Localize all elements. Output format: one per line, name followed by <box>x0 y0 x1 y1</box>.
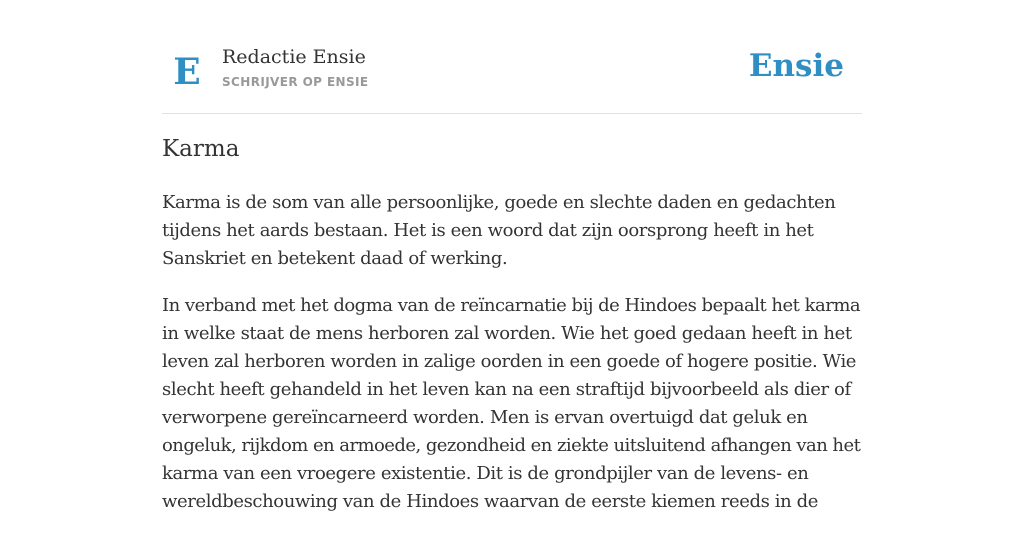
article-card <box>162 0 862 512</box>
brand-logo[interactable]: Ensie <box>748 48 844 84</box>
article-body <box>162 189 862 535</box>
paragraph-line: karma van een vroegere existentie. Dit is de grondpijler van de levens- en <box>162 463 809 484</box>
author-role: SCHRIJVER OP ENSIE <box>222 75 369 89</box>
paragraph <box>162 189 862 273</box>
paragraph <box>162 292 862 516</box>
paragraph-line: ongeluk, rijkdom en armoede, gezondheid en ziekte uitsluitend afhangen van het <box>162 435 861 456</box>
paragraph-line: In verband met het dogma van de reïncarnatie bij de Hindoes bepaalt het karma <box>162 295 861 316</box>
article-title: Karma <box>162 136 240 162</box>
paragraph-line: leven zal herboren worden in zalige oorden in een goede of hogere positie. Wie <box>162 351 857 372</box>
paragraph-line: Karma is de som van alle persoonlijke, goede en slechte daden en gedachten <box>162 192 836 213</box>
paragraph-line: Sanskriet en betekent daad of werking. <box>162 248 508 269</box>
paragraph-line: tijdens het aards bestaan. Het is een woord dat zijn oorsprong heeft in het <box>162 220 814 241</box>
author-avatar[interactable]: E <box>173 51 201 93</box>
author-header <box>162 30 862 114</box>
paragraph-line: wereldbeschouwing van de Hindoes waarvan de eerste kiemen reeds in de <box>162 491 818 512</box>
paragraph-line: slecht heeft gehandeld in het leven kan na een straftijd bijvoorbeeld als dier of <box>162 379 851 400</box>
paragraph-line: in welke staat de mens herboren zal worden. Wie het goed gedaan heeft in het <box>162 323 852 344</box>
paragraph-line: verworpene gereïncarneerd worden. Men is ervan overtuigd dat geluk en <box>162 407 808 428</box>
author-name[interactable]: Redactie Ensie <box>222 46 366 68</box>
